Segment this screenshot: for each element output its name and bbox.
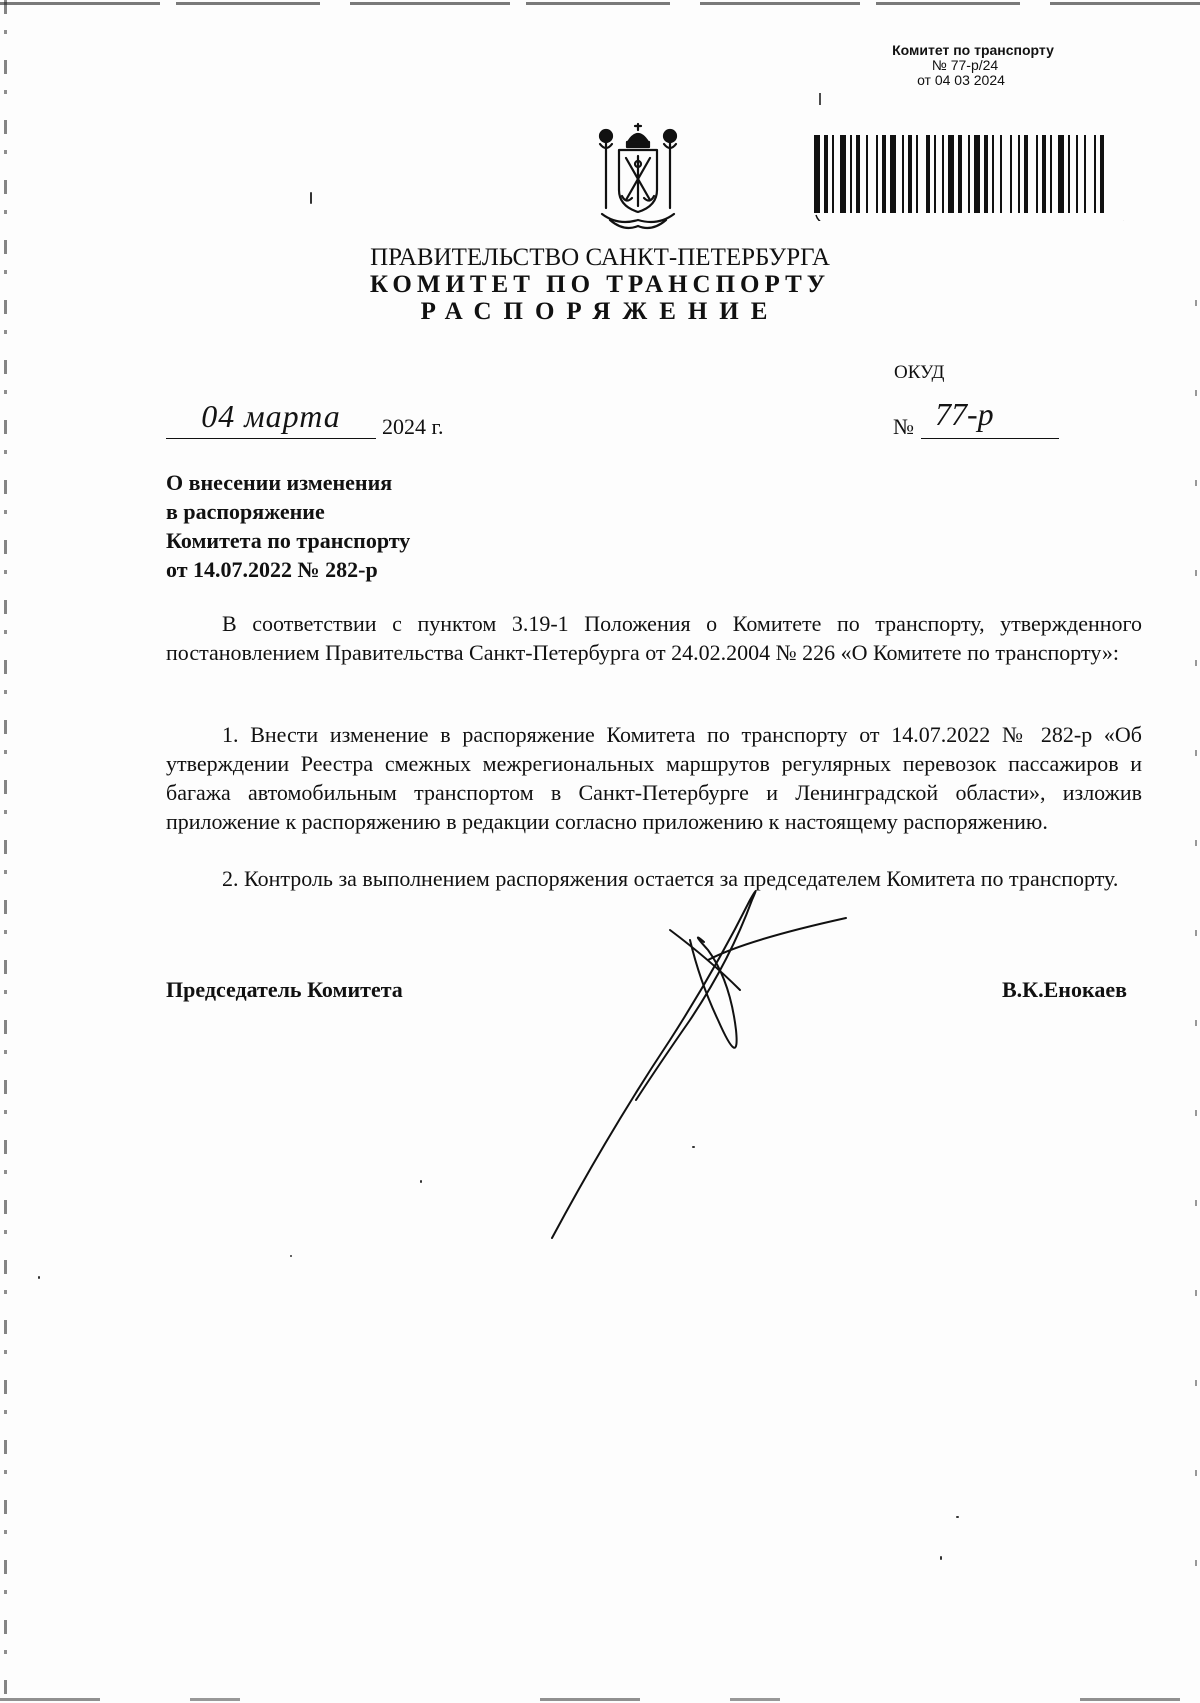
signatory-name: В.К.Енокаев — [1002, 977, 1127, 1002]
preamble-paragraph — [166, 609, 1142, 667]
scan-edge-bottom — [0, 1698, 1200, 1701]
barcode-bar — [1000, 135, 1002, 213]
registration-stamp — [808, 38, 1138, 218]
barcode-icon — [814, 93, 1124, 221]
barcode-bar — [814, 135, 820, 213]
number-handwritten: 77-р — [935, 396, 994, 432]
scan-speck — [38, 1276, 40, 1279]
scan-speck — [956, 1516, 959, 1518]
number-label: № — [893, 414, 914, 439]
subject-line: в распоряжение — [166, 499, 325, 524]
barcode-bar — [1024, 135, 1028, 213]
subject-line: от 14.07.2022 № 282-р — [166, 557, 378, 582]
document-subject — [166, 468, 466, 584]
barcode-bar — [968, 135, 970, 213]
document-date — [166, 398, 466, 444]
barcode-bar — [832, 135, 834, 213]
coat-of-arms-icon — [592, 122, 684, 234]
barcode-bar — [1036, 135, 1038, 213]
barcode-bar — [890, 135, 896, 213]
barcode-bar — [958, 135, 962, 213]
stamp-committee: Комитет по транспорту — [892, 42, 1054, 58]
okud-label: ОКУД — [894, 362, 945, 383]
barcode-bar — [948, 135, 954, 213]
barcode-bar — [1084, 135, 1086, 213]
date-underline — [166, 438, 376, 439]
stamp-date: от 04 03 2024 — [917, 72, 1005, 88]
preamble-text: В соответствии с пунктом 3.19-1 Положения о Комитете по транспорту, утвержденного постановлением Правительства Санкт-Петербурга от 24.02.2004 № 226 «О Комитете по транспорту»: — [166, 611, 1142, 665]
barcode-bar — [1068, 135, 1070, 213]
subject-line: Комитета по транспорту — [166, 528, 411, 553]
barcode-bar — [902, 135, 904, 213]
signatory-position: Председатель Комитета — [166, 977, 403, 1002]
date-handwritten: 04 марта — [201, 398, 341, 434]
government-title: ПРАВИТЕЛЬСТВО САНКТ-ПЕТЕРБУРГА — [370, 244, 830, 271]
stamp-frame — [816, 215, 1124, 221]
committee-title: КОМИТЕТ ПО ТРАНСПОРТУ — [369, 271, 831, 298]
barcode-bar — [1018, 135, 1020, 213]
barcode-bar — [1042, 135, 1046, 213]
barcode-bar — [1100, 135, 1104, 213]
subject-line: О внесении изменения — [166, 470, 393, 495]
barcode-bar — [856, 135, 860, 213]
item-1-paragraph — [166, 720, 1142, 836]
scan-speck — [290, 1255, 292, 1257]
scan-speck — [692, 1146, 695, 1148]
document-type: РАСПОРЯЖЕНИЕ — [420, 298, 780, 325]
barcode-bar — [916, 135, 918, 213]
scan-edge-right — [1195, 300, 1197, 1650]
barcode-bar — [1076, 135, 1078, 213]
barcode-bar — [1058, 135, 1064, 213]
barcode-bar — [934, 135, 936, 213]
scan-speck — [420, 1180, 422, 1183]
barcode-bar — [876, 135, 878, 213]
barcode-bar — [824, 135, 828, 213]
barcode-bar — [1050, 135, 1052, 213]
barcode-bar — [882, 135, 886, 213]
barcode-bar — [984, 135, 988, 213]
barcode-bar — [974, 135, 980, 213]
document-number — [893, 396, 1063, 444]
scan-speck — [310, 192, 312, 204]
barcode-bar — [866, 135, 868, 213]
number-underline — [921, 438, 1059, 439]
stamp-number: № 77-р/24 — [931, 57, 999, 73]
barcode-bar — [942, 135, 944, 213]
barcode-bar — [926, 135, 930, 213]
scan-speck — [940, 1556, 942, 1560]
barcode-bar — [840, 135, 846, 213]
handwritten-signature — [540, 870, 860, 1250]
date-year: 2024 г. — [382, 414, 444, 439]
barcode-bar — [850, 135, 852, 213]
item-2-text: 2. Контроль за выполнением распоряжения остается за председателем Комитета по транспорту. — [222, 866, 1119, 891]
barcode-bar — [992, 135, 994, 213]
barcode-bar — [1094, 135, 1096, 213]
barcode-bar — [908, 135, 912, 213]
scan-edge-top — [0, 2, 1200, 5]
item-1-text: 1. Внести изменение в распоряжение Комитета по транспорту от 14.07.2022 № 282-р «Об утверждении Реестра смежных межрегиональных маршрутов регулярных перевозок пассажиров и багажа автомобильным транспортом в Санкт-Петербурге и Ленинградской области», изложив приложение к распоряжению в редакции согласно приложению к настоящему распоряжению. — [166, 722, 1142, 834]
barcode-bar — [1010, 135, 1012, 213]
